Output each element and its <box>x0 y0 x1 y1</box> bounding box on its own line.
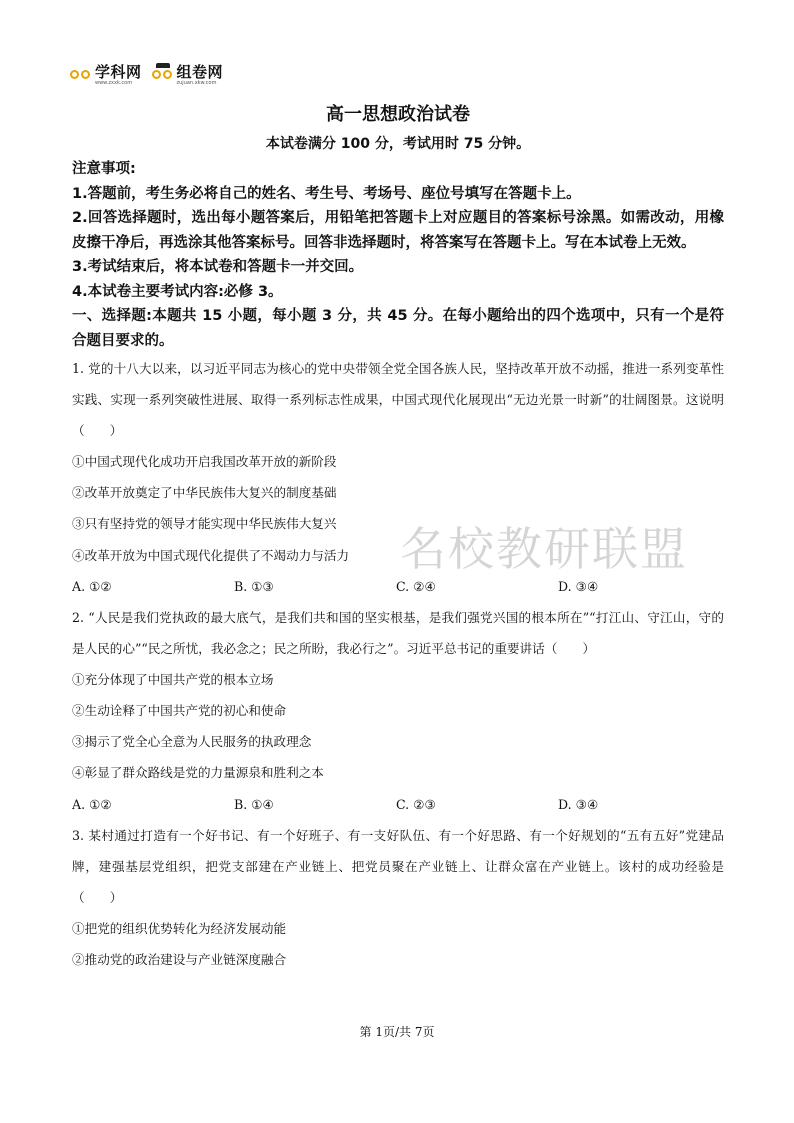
notice-item: 2.回答选择题时，选出每小题答案后，用铅笔把答题卡上对应题目的答案标号涂黑。如需改动，用橡皮擦干净后，再选涂其他答案标号。回答非选择题时，将答案写在答题卡上。写在本试卷上无效。 <box>72 210 724 251</box>
choice-a: A. ①② <box>72 578 112 594</box>
owl-glasses-icon <box>70 67 92 83</box>
question-3 <box>72 820 724 975</box>
logo-name: 学科网 <box>95 62 142 81</box>
statement: ②推动党的政治建设与产业链深度融合 <box>72 951 287 967</box>
statement: ③揭示了党全心全意为人民服务的执政理念 <box>72 734 312 750</box>
watermark: 名校教研联盟 <box>400 522 688 576</box>
statement: ①充分体现了中国共产党的根本立场 <box>72 671 274 687</box>
notice-item: 1.答题前，考生务必将自己的姓名、考生号、考场号、座位号填写在答题卡上。 <box>72 185 581 202</box>
choice-c: C. ②③ <box>396 796 436 812</box>
statement: ④彰显了群众路线是党的力量源泉和胜利之本 <box>72 765 324 781</box>
page-footer: 第 1页/共 7页 <box>359 1025 435 1039</box>
question-2 <box>72 602 724 820</box>
logo-name: 组卷网 <box>176 62 224 81</box>
page-title: 高一思想政治试卷 <box>326 104 470 125</box>
page-subtitle: 本试卷满分 100 分，考试用时 75 分钟。 <box>265 136 531 152</box>
choice-c: C. ②④ <box>396 578 436 594</box>
logo-url: www.zxxk.com <box>95 79 133 86</box>
choice-a: A. ①② <box>72 796 112 812</box>
notice-item: 3.考试结束后，将本试卷和答题卡一并交回。 <box>72 259 364 275</box>
statement: ①中国式现代化成功开启我国改革开放的新阶段 <box>72 454 337 469</box>
statement: ②改革开放奠定了中华民族伟大复兴的制度基础 <box>72 485 337 501</box>
question-1 <box>72 353 724 602</box>
section-heading: 一、选择题:本题共 15 小题，每小题 3 分，共 45 分。在每小题给出的四个选项中，只有一个是符合题目要求的。 <box>72 308 724 349</box>
choice-b: B. ①③ <box>234 578 274 594</box>
question-stem: 1. 党的十八大以来，以习近平同志为核心的党中央带领全党全国各族人民，坚持改革开放不动摇，推进一系列变革性实践、实现一系列突破性进展、取得一系列标志性成果，中国式现代化展现出“无边光景一时新”的壮阔图景。这说明（ ） <box>72 361 724 438</box>
statement: ④改革开放为中国式现代化提供了不竭动力与活力 <box>72 547 350 563</box>
statement: ③只有坚持党的领导才能实现中华民族伟大复兴 <box>72 516 337 532</box>
choice-b: B. ①④ <box>234 796 274 812</box>
notice-item: 4.本试卷主要考试内容:必修 3。 <box>72 283 283 300</box>
choice-d: D. ③④ <box>558 578 599 594</box>
question-stem: 3. 某村通过打造有一个好书记、有一个好班子、有一支好队伍、有一个好思路、有一个好规划的“五有五好”党建品牌，建强基层党组织，把党支部建在产业链上、把党员聚在产业链上、让群众富在产业链上。该村的成功经验是（ ） <box>72 827 724 905</box>
answer-choices <box>72 789 724 820</box>
statement: ①把党的组织优势转化为经济发展动能 <box>72 920 287 936</box>
zxxk-logo <box>70 62 142 86</box>
notice-heading: 注意事项: <box>72 161 136 177</box>
question-stem: 2. “人民是我们党执政的最大底气，是我们共和国的坚实根基，是我们强党兴国的根本所在”“打江山、守江山，守的是人民的心”“民之所忧，我必念之；民之所盼，我必行之”。习近平总书记的重要讲话（ ） <box>72 609 724 656</box>
logo-url: zujuan.xkw.com <box>176 79 217 86</box>
header-logos <box>70 60 223 90</box>
zujuan-logo <box>152 62 224 86</box>
choice-d: D. ③④ <box>558 796 599 812</box>
graduation-cap-icon <box>152 67 174 83</box>
statement: ②生动诠释了中国共产党的初心和使命 <box>72 703 287 719</box>
exam-page <box>72 100 724 975</box>
answer-choices <box>72 571 724 602</box>
